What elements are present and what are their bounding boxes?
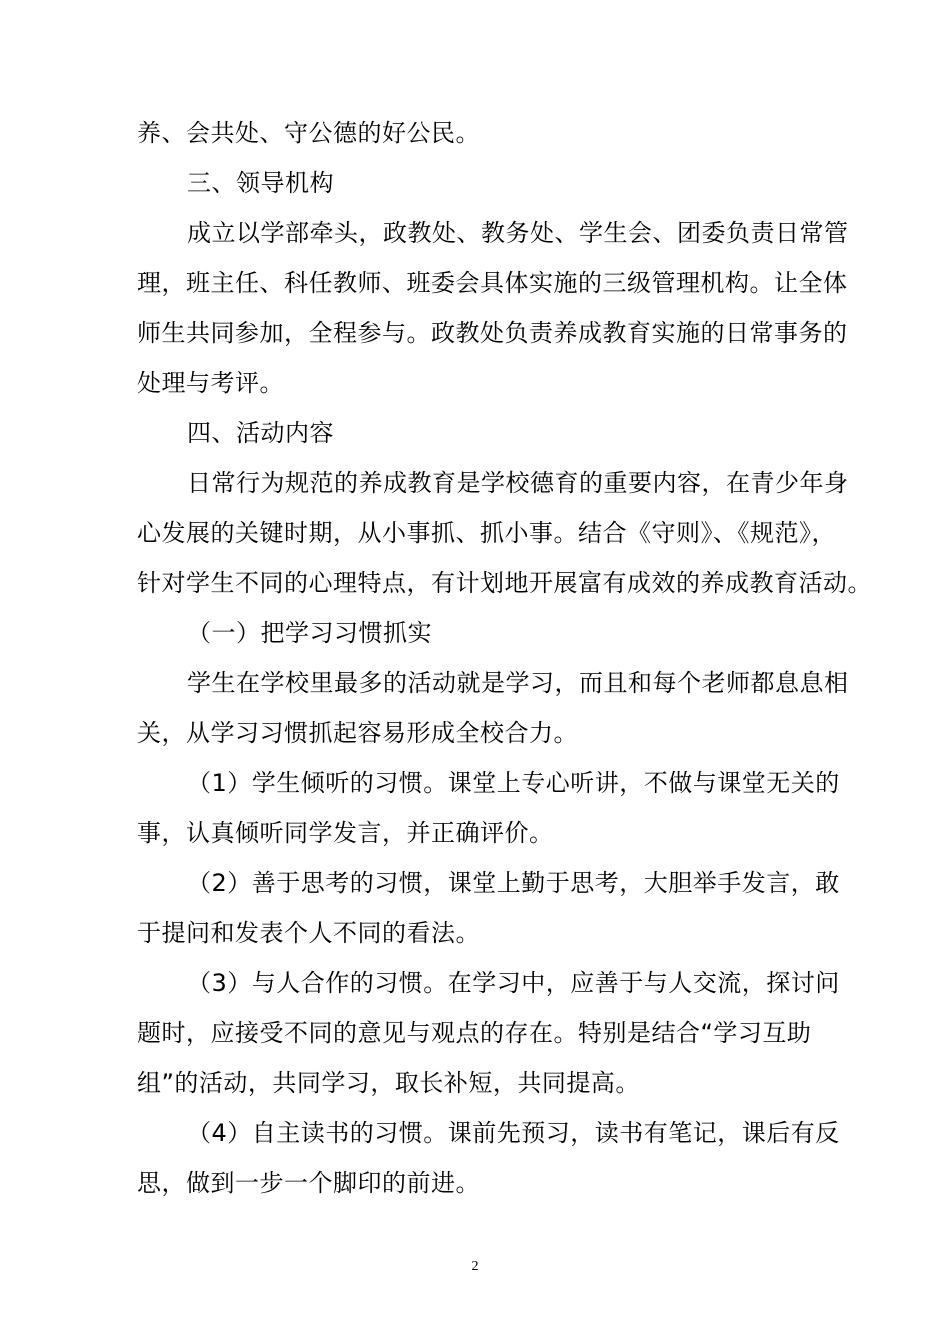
- list-item-line: 组”的活动，共同学习，取长补短，共同提高。: [137, 1069, 640, 1097]
- paragraph-line: 成立以学部牵头，政教处、教务处、学生会、团委负责日常管: [187, 219, 849, 247]
- list-item-line: （1）学生倾听的习惯。课堂上专心听讲，不做与课堂无关的: [187, 769, 840, 797]
- section-heading-activities: 四、活动内容: [187, 419, 334, 447]
- paragraph-line: 关，从学习习惯抓起容易形成全校合力。: [137, 719, 578, 747]
- list-item-line: 题时，应接受不同的意见与观点的存在。特别是结合“学习互助: [137, 1019, 812, 1047]
- paragraph-line: 理，班主任、科任教师、班委会具体实施的三级管理机构。让全体: [137, 269, 848, 297]
- paragraph-line: 师生共同参加，全程参与。政教处负责养成教育实施的日常事务的: [137, 319, 848, 347]
- section-heading-leadership: 三、领导机构: [187, 169, 334, 197]
- list-item-line: 事，认真倾听同学发言，并正确评价。: [137, 819, 554, 847]
- list-item-line: 于提问和发表个人不同的看法。: [137, 919, 480, 947]
- list-item-line: 思，做到一步一个脚印的前进。: [137, 1169, 480, 1197]
- paragraph-line: 心发展的关键时期，从小事抓、抓小事。结合《守则》、《规范》，: [137, 519, 836, 547]
- page-number: 2: [471, 1259, 479, 1274]
- paragraph-line: 学生在学校里最多的活动就是学习，而且和每个老师都息息相: [187, 669, 849, 697]
- list-item-line: （4）自主读书的习惯。课前先预习，读书有笔记，课后有反: [187, 1119, 840, 1147]
- list-item-line: （3）与人合作的习惯。在学习中，应善于与人交流，探讨问: [187, 969, 840, 997]
- paragraph-line: 处理与考评。: [137, 369, 284, 397]
- subsection-heading-study-habits: （一）把学习习惯抓实: [187, 619, 432, 647]
- paragraph-line: 针对学生不同的心理特点，有计划地开展富有成效的养成教育活动。: [137, 569, 872, 597]
- paragraph-line: 养、会共处、守公德的好公民。: [137, 119, 480, 147]
- paragraph-line: 日常行为规范的养成教育是学校德育的重要内容，在青少年身: [187, 469, 849, 497]
- list-item-line: （2）善于思考的习惯，课堂上勤于思考，大胆举手发言，敢: [187, 869, 840, 897]
